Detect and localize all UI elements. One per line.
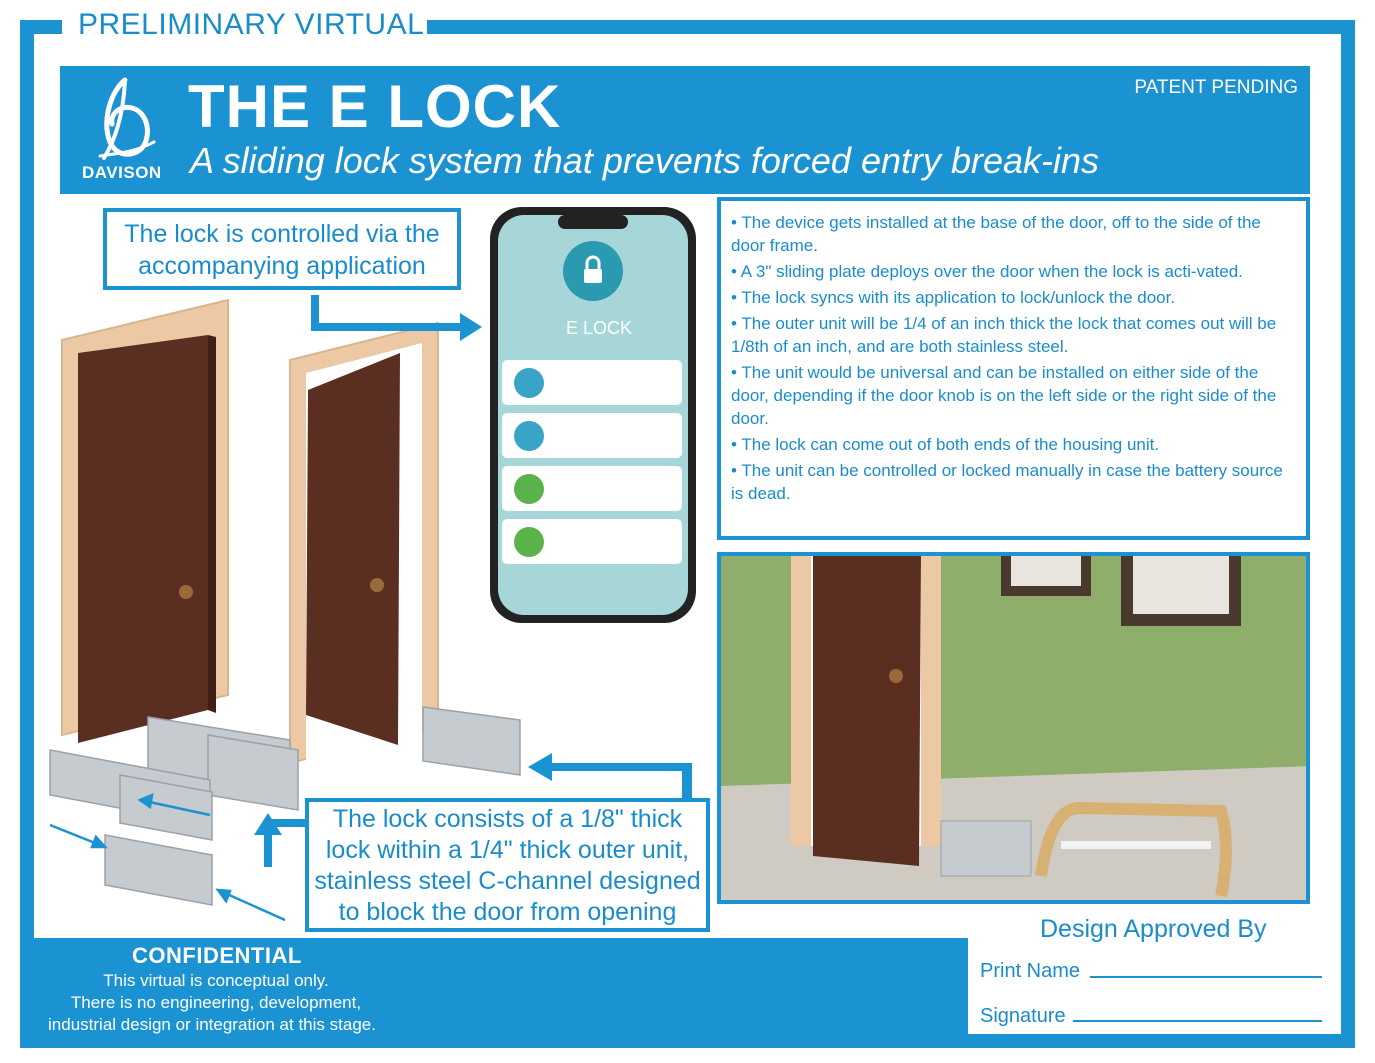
- feature-item: • The outer unit will be 1/4 of an inch thick the lock that comes out will be 1/8th of an inch, and are both stainless steel.: [731, 314, 1277, 356]
- feature-item: • The unit would be universal and can be installed on either side of the door, depending if the door knob is on the left side or the right side of the door.: [731, 363, 1277, 428]
- confidential-line-3: industrial design or integration at this stage.: [48, 1015, 376, 1034]
- signature-line[interactable]: [1073, 1020, 1322, 1022]
- room-scene-image: [717, 552, 1310, 904]
- print-name-label: Print Name: [980, 960, 1081, 982]
- confidential-title: CONFIDENTIAL: [132, 943, 302, 968]
- features-list: [717, 197, 1310, 540]
- fingerprint-icon: [514, 527, 544, 557]
- phone-row-3[interactable]: [502, 466, 682, 511]
- print-name-line[interactable]: [1090, 976, 1322, 978]
- phone-row-2[interactable]: [502, 413, 682, 458]
- phone-row-1[interactable]: [502, 360, 682, 405]
- feature-item: • The lock syncs with its application to lock/unlock the door.: [731, 288, 1176, 307]
- page-subtitle: A sliding lock system that prevents forced entry break-ins: [190, 140, 1100, 181]
- phone-icon: [514, 474, 544, 504]
- lock-icon: [514, 368, 544, 398]
- door-open-illustration: [290, 323, 438, 765]
- phone-app-title: E LOCK: [566, 318, 633, 338]
- feature-item: • A 3" sliding plate deploys over the door when the lock is acti-vated.: [731, 262, 1243, 281]
- feature-item: • The lock can come out of both ends of the housing unit.: [731, 435, 1160, 454]
- page-title: THE E LOCK: [188, 73, 562, 140]
- app-control-callout: The lock is controlled via the accompanying application: [103, 208, 461, 290]
- phone-row-4[interactable]: [502, 519, 682, 564]
- door-closed-illustration: [62, 300, 228, 743]
- lock-construction-callout: The lock consists of a 1/8" thick lock within a 1/4" thick outer unit, stainless steel C-channel designed to block the door from opening: [305, 798, 710, 932]
- approval-title: Design Approved By: [1040, 915, 1267, 943]
- brand-name: DAVISON: [82, 163, 162, 182]
- feature-item: • The device gets installed at the base of the door, off to the side of the door frame.: [731, 213, 1261, 255]
- confidential-line-1: This virtual is conceptual only.: [103, 971, 329, 990]
- confidential-line-2: There is no engineering, development,: [70, 993, 362, 1012]
- feature-item: • The unit can be controlled or locked manually in case the battery source is dead.: [731, 461, 1283, 503]
- headset-icon: [514, 421, 544, 451]
- signature-label: Signature: [980, 1005, 1066, 1027]
- patent-label: PATENT PENDING: [1134, 77, 1298, 98]
- preliminary-label: PRELIMINARY VIRTUAL: [78, 8, 425, 41]
